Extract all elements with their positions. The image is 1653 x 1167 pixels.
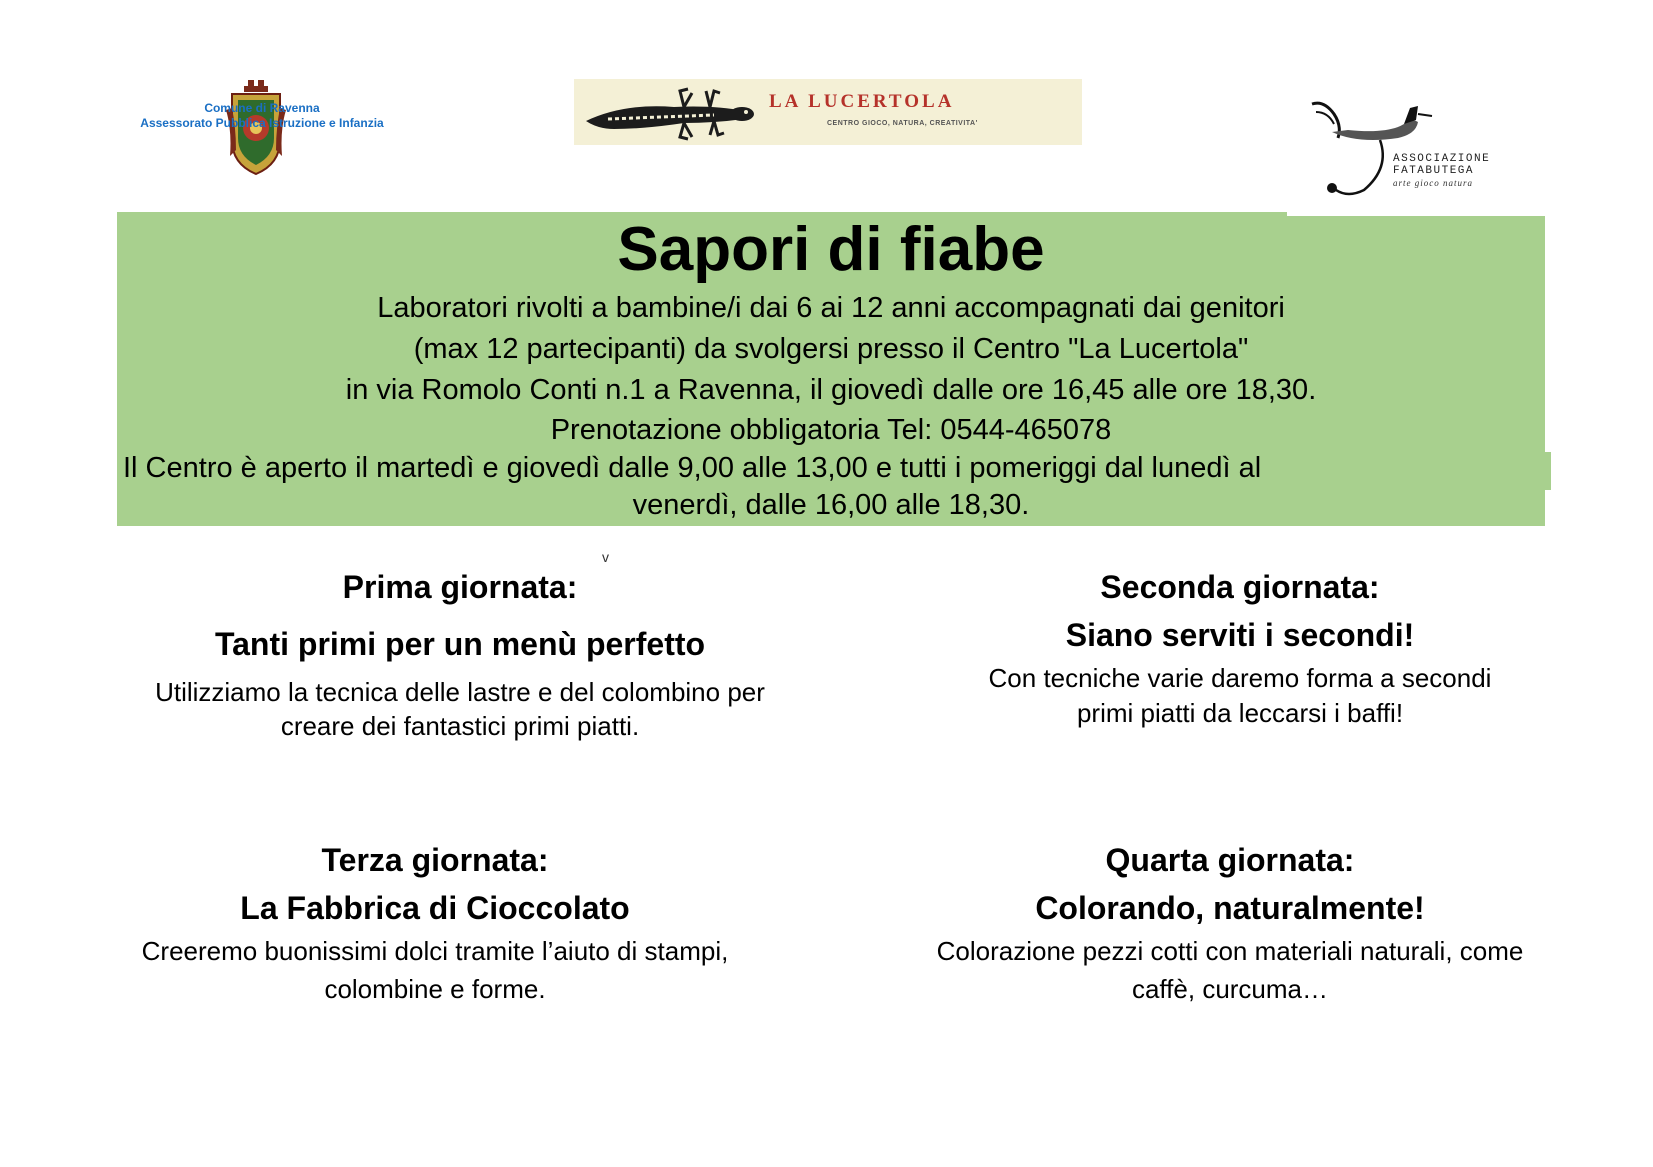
day-1-subtitle: Tanti primi per un menù perfetto bbox=[214, 626, 706, 662]
comune-name: Comune di Ravenna bbox=[204, 101, 320, 115]
la-lucertola-logo bbox=[574, 79, 1082, 145]
info-banner bbox=[117, 212, 1545, 526]
day-3-description-2: colombine e forme. bbox=[324, 974, 546, 1004]
fatabutega-label bbox=[1393, 153, 1490, 189]
banner-line-hours: Il Centro è aperto il martedì e giovedì dalle 9,00 alle 13,00 e tutti i pomeriggi dal lunedì al bbox=[123, 452, 1262, 484]
day-2-heading: Seconda giornata: bbox=[1100, 569, 1380, 605]
banner-line-address: in via Romolo Conti n.1 a Ravenna, il giovedì dalle ore 16,45 alle ore 18,30. bbox=[345, 374, 1317, 406]
day-4-block bbox=[880, 838, 1580, 1008]
day-2-description-2: primi piatti da leccarsi i baffi! bbox=[1076, 698, 1404, 728]
day-3-heading: Terza giornata: bbox=[321, 842, 549, 878]
day-3-subtitle: La Fabbrica di Cioccolato bbox=[240, 890, 630, 926]
assessorato-name: Assessorato Pubblica Istruzione e Infanzia bbox=[140, 116, 384, 130]
day-1-heading: Prima giornata: bbox=[342, 569, 578, 605]
lucertola-brand-name: LA LUCERTOLA bbox=[769, 91, 955, 112]
day-3-block bbox=[90, 838, 780, 1008]
day-4-subtitle: Colorando, naturalmente! bbox=[1035, 890, 1425, 926]
caret-mark: v bbox=[602, 549, 609, 565]
banner-line-hours-cont: venerdì, dalle 16,00 alle 18,30. bbox=[632, 489, 1030, 521]
fatabutega-line2: FATABUTEGA bbox=[1393, 165, 1475, 177]
lucertola-tagline: CENTRO GIOCO, NATURA, CREATIVITA' bbox=[827, 120, 978, 127]
comune-ravenna-label bbox=[112, 101, 412, 131]
day-4-heading: Quarta giornata: bbox=[1105, 842, 1355, 878]
page-title: Sapori di fiabe bbox=[617, 215, 1045, 284]
fatabutega-subtitle: arte gioco natura bbox=[1393, 178, 1473, 188]
day-2-block bbox=[890, 565, 1590, 731]
day-1-description-1: Utilizziamo la tecnica delle lastre e del colombino per bbox=[155, 677, 765, 707]
banner-line-audience: Laboratori rivolti a bambine/i dai 6 ai 12 anni accompagnati dai genitori bbox=[377, 292, 1285, 324]
banner-line-booking: Prenotazione obbligatoria Tel: 0544-465078 bbox=[550, 414, 1112, 446]
day-4-description-1: Colorazione pezzi cotti con materiali naturali, come bbox=[936, 936, 1524, 966]
day-1-block bbox=[90, 565, 830, 743]
day-4-description-2: caffè, curcuma… bbox=[1131, 974, 1329, 1004]
lizard-icon bbox=[584, 83, 759, 141]
banner-line-participants: (max 12 partecipanti) da svolgersi presso il Centro "La Lucertola" bbox=[413, 333, 1249, 365]
day-3-description-1: Creeremo buonissimi dolci tramite l’aiuto di stampi, bbox=[141, 936, 729, 966]
day-2-subtitle: Siano serviti i secondi! bbox=[1065, 617, 1415, 653]
day-1-description-2: creare dei fantastici primi piatti. bbox=[280, 711, 640, 741]
day-2-description-1: Con tecniche varie daremo forma a secondi bbox=[988, 663, 1492, 693]
fatabutega-line1: ASSOCIAZIONE bbox=[1393, 153, 1491, 165]
